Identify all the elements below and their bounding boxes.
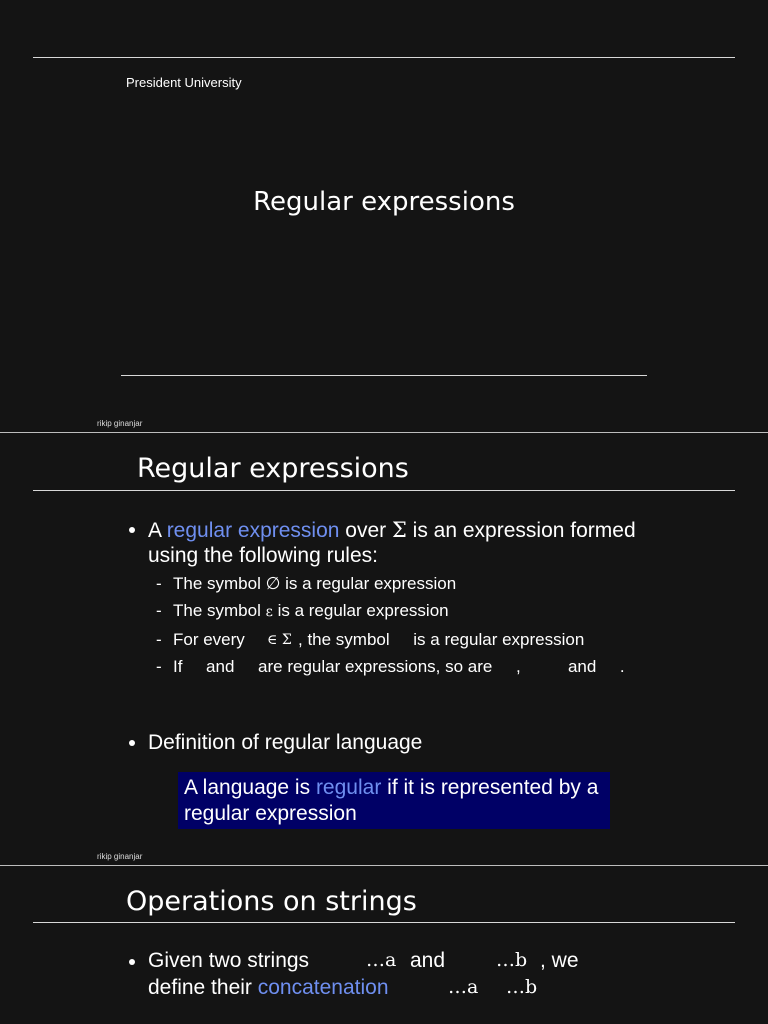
bullet-1-middle: over (339, 519, 392, 542)
rule-2-dash: - (156, 601, 162, 620)
slide-1-title: Regular expressions (253, 187, 515, 217)
bullet-1-prefix: A (148, 519, 167, 542)
empty-set-symbol: ∅ (265, 574, 281, 594)
institution-name: President University (126, 75, 242, 90)
rule-1-text-after: is a regular expression (280, 574, 457, 593)
concat-b: …b (506, 976, 538, 998)
slide-2-title-rule (33, 490, 735, 491)
bullet-2: Definition of regular language (148, 731, 423, 754)
definition-prefix: A language is (184, 776, 316, 799)
rule-3-dash: - (156, 630, 162, 649)
slide-1-top-rule (33, 57, 735, 58)
definition-line-1 (184, 775, 604, 801)
slide-3 (0, 866, 768, 1024)
given-two-strings-text: Given two strings (148, 949, 310, 972)
rule-2-text-before: The symbol (173, 601, 266, 620)
slide-3-bullet-dot (129, 959, 135, 965)
bullet-1-line-2: using the following rules: (148, 544, 378, 567)
slide-2-footer: rikip ginanjar (97, 852, 143, 861)
and-text: and (410, 949, 446, 972)
rule-1-text-before: The symbol (173, 574, 266, 593)
sigma-symbol: Σ (391, 518, 407, 542)
string-a: …a (366, 949, 397, 971)
rule-2 (173, 601, 449, 621)
definition-suffix: if it is represented by a (381, 776, 599, 799)
slide-3-title-rule (33, 922, 735, 923)
rule-3-text-before: For every (173, 630, 245, 649)
define-their-prefix: define their (148, 976, 258, 999)
bullet-1-line-1 (148, 518, 636, 543)
bullet-1-suffix: is an expression formed (406, 519, 636, 542)
bullet-1-dot (129, 527, 135, 533)
string-b: …b (496, 949, 528, 971)
slide-1 (0, 0, 768, 432)
regular-expression-term: regular expression (166, 519, 340, 542)
epsilon-symbol: ε (265, 604, 273, 620)
we-text: , we (540, 949, 579, 972)
rule-4-dash: - (156, 657, 162, 676)
rule-4: If and are regular expressions, so are , and . (173, 657, 625, 676)
slide-2-title: Regular expressions (137, 453, 409, 484)
rule-3-text-after: , the symbol is a regular expression (298, 630, 585, 649)
slide-1-bottom-rule (121, 375, 647, 376)
slide-1-footer: rikip ginanjar (97, 419, 143, 428)
define-their-text (148, 976, 389, 1000)
rule-2-text-after: is a regular expression (272, 601, 449, 620)
rule-1 (173, 574, 456, 594)
concatenation-term: concatenation (257, 976, 389, 999)
element-of-sigma-symbol: ∈ Σ (267, 632, 292, 648)
regular-term: regular (315, 776, 382, 799)
rule-1-dash: - (156, 574, 162, 593)
regular-language-definition-box (178, 772, 610, 829)
bullet-2-dot (129, 740, 135, 746)
concat-a: …a (448, 976, 479, 998)
slide-3-title: Operations on strings (126, 886, 417, 917)
definition-line-2: regular expression (184, 802, 357, 825)
